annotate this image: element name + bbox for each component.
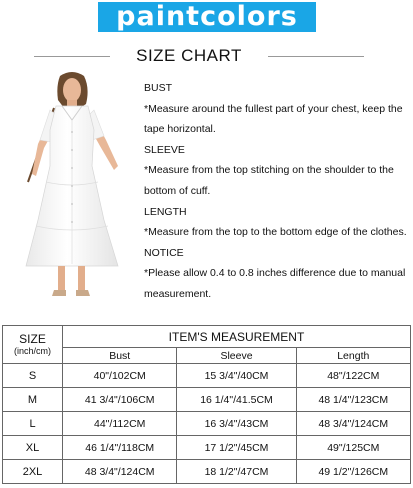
size-header-cell [3,326,63,364]
measurement-header: ITEM'S MEASUREMENT [63,326,411,348]
note-heading-bust: BUST [144,82,173,94]
bust-cell: 48 3/4"/124CM [63,460,177,484]
length-cell: 48 1/4"/123CM [296,388,410,412]
bust-cell: 41 3/4"/106CM [63,388,177,412]
title-divider-left [34,56,110,57]
note-text: *Measure from the top to the bottom edge of the clothes. [144,226,407,239]
table-row [3,412,411,436]
size-cell: S [3,364,63,388]
note-text: measurement. [144,287,212,300]
bust-cell: 46 1/4"/118CM [63,436,177,460]
page-title: SIZE CHART [136,46,242,65]
size-table [2,325,411,484]
note-text: tape horizontal. [144,123,216,136]
table-subheader-row [3,348,411,364]
table-row [3,364,411,388]
title-row [0,46,413,66]
note-heading-sleeve: SLEEVE [144,143,185,156]
table-header-row [3,326,411,348]
length-cell: 49"/125CM [296,436,410,460]
model-photo [6,70,134,302]
length-cell: 49 1/2"/126CM [296,460,410,484]
column-header-sleeve: Sleeve [177,348,296,364]
size-cell: M [3,388,63,412]
unit-header: (inch/cm) [13,345,51,356]
column-header-length: Length [296,348,410,364]
bust-cell: 40"/102CM [63,364,177,388]
sleeve-cell: 16 3/4"/43CM [177,412,296,436]
measurement-notes [144,78,412,305]
table-row [3,460,411,484]
note-text: *Measure from the top stitching on the shoulder to the [144,164,394,177]
size-cell: L [3,412,63,436]
sleeve-cell: 18 1/2"/47CM [177,460,296,484]
sleeve-cell: 16 1/4"/41.5CM [177,388,296,412]
brand-name: paintcolors [116,0,298,32]
note-text: *Please allow 0.4 to 0.8 inches difference due to manual [144,267,406,280]
bust-cell: 44"/112CM [63,412,177,436]
column-header-bust: Bust [63,348,177,364]
length-cell: 48"/122CM [296,364,410,388]
size-cell: XL [3,436,63,460]
title-divider-right [268,56,364,57]
note-heading-notice: NOTICE [144,246,184,259]
sleeve-cell: 15 3/4"/40CM [177,364,296,388]
size-header: SIZE [19,331,46,346]
size-cell: 2XL [3,460,63,484]
table-row [3,388,411,412]
sleeve-cell: 17 1/2"/45CM [177,436,296,460]
note-text: bottom of cuff. [144,184,211,197]
brand-logo [98,2,316,32]
note-heading-length: LENGTH [144,205,187,218]
table-row [3,436,411,460]
note-text: *Measure around the fullest part of your chest, keep the [144,102,403,115]
length-cell: 48 3/4"/124CM [296,412,410,436]
